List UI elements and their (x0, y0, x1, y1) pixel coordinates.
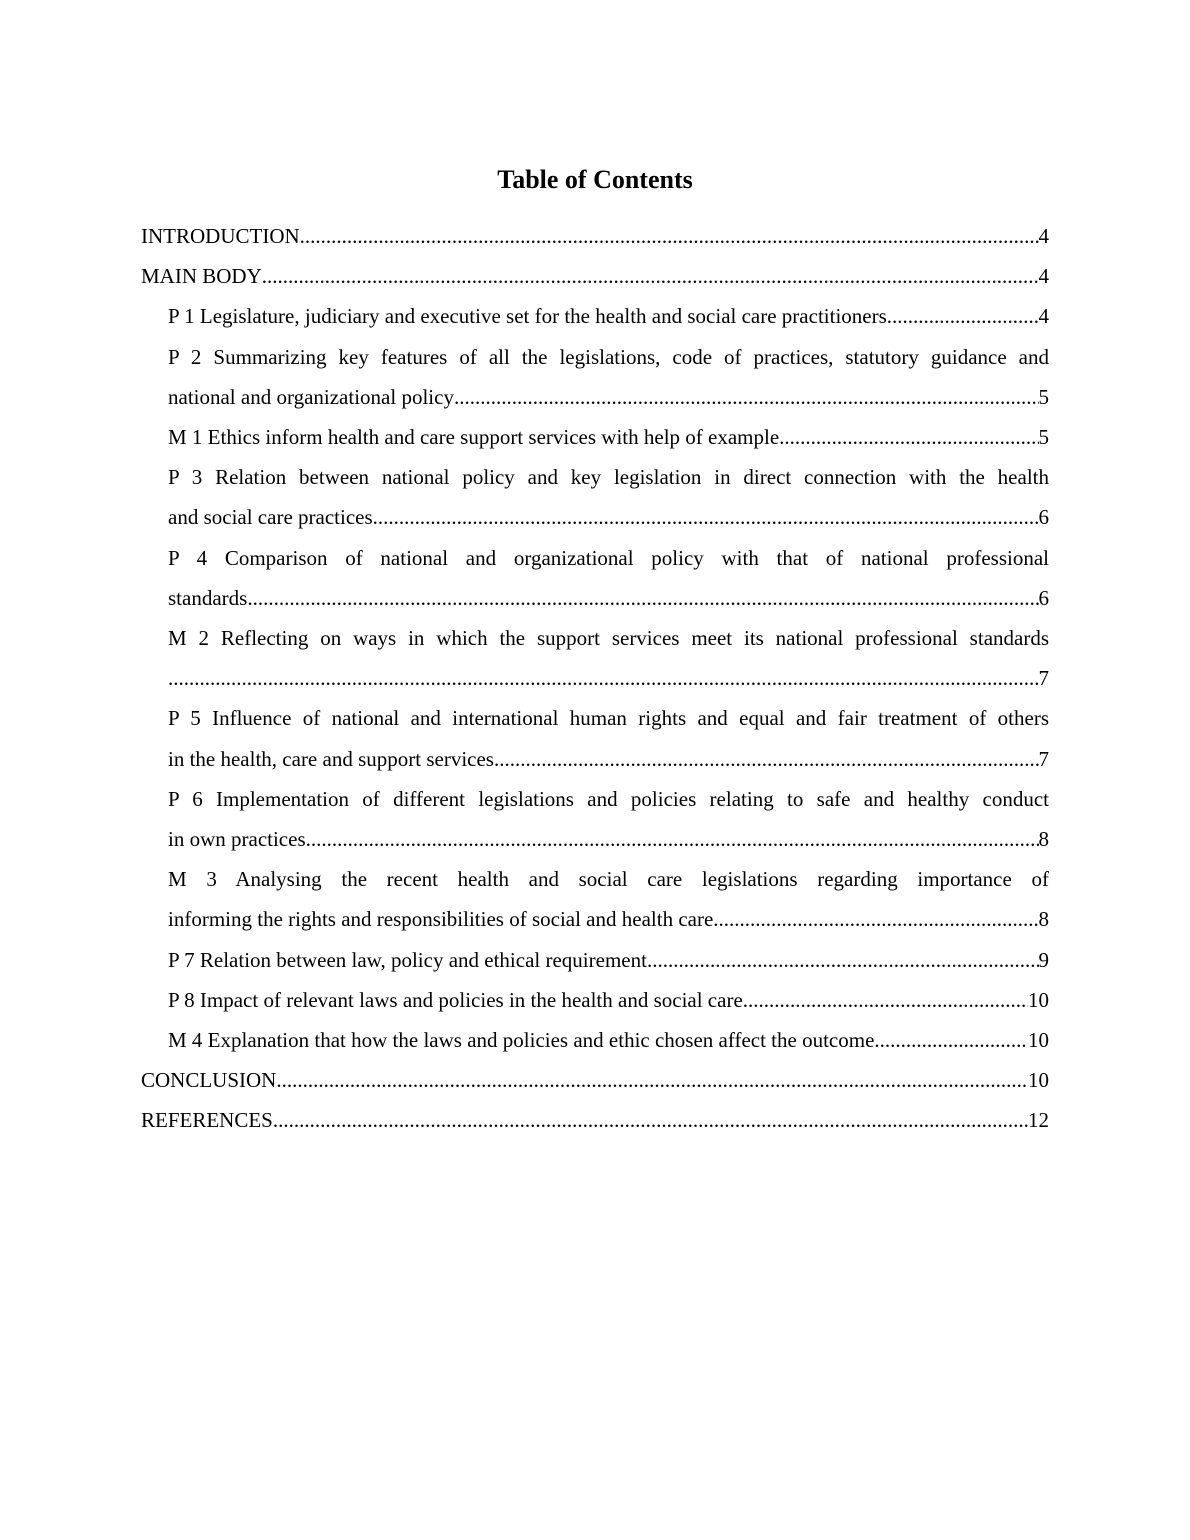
toc-entry-final-line (141, 1060, 1049, 1100)
toc-entry-title: informing the rights and responsibilities of social and health care (168, 907, 714, 932)
toc-page-number: 9 (1038, 947, 1049, 972)
toc-entry-final-line (141, 1100, 1049, 1140)
toc-entry-final-line (168, 417, 1049, 457)
toc-entry-title: and social care practices (168, 505, 373, 530)
dot-leader (373, 497, 1039, 537)
toc-entry[interactable] (141, 940, 1049, 980)
toc-page-number: 12 (1028, 1108, 1049, 1133)
toc-entry-title: M 1 Ethics inform health and care support services with help of example (168, 425, 780, 450)
toc-entry-title: INTRODUCTION (141, 224, 300, 248)
toc-page-number: 7 (1038, 666, 1049, 691)
toc-entry[interactable] (141, 457, 1049, 537)
toc-entry[interactable] (141, 1060, 1049, 1100)
toc-entry-title: national and organizational policy (168, 384, 454, 409)
toc-page-number: 6 (1038, 585, 1049, 610)
toc-entry[interactable] (141, 216, 1049, 256)
toc-entry-text-line: P 6 Implementation of different legislations and policies relating to safe and healthy conduct (168, 786, 1049, 811)
dot-leader (743, 980, 1028, 1020)
toc-page-number: 10 (1028, 1028, 1049, 1053)
toc-entry-title: REFERENCES (141, 1108, 273, 1133)
toc-entry-text-line: M 2 Reflecting on ways in which the support services meet its national professional standards (168, 626, 1049, 651)
dot-leader (454, 377, 1039, 417)
toc-entry-final-line (168, 980, 1049, 1020)
dot-leader (262, 256, 1039, 296)
toc-entry-title: CONCLUSION (141, 1068, 277, 1093)
toc-entry-title: M 4 Explanation that how the laws and policies and ethic chosen affect the outcome (168, 1028, 875, 1053)
dot-leader (779, 417, 1038, 457)
toc-page-number: 4 (1038, 264, 1049, 289)
page-title: Table of Contents (497, 165, 693, 194)
toc-entry-title: MAIN BODY (141, 264, 262, 289)
toc-entry-title: P 1 Legislature, judiciary and executive set for the health and social care practitioners (168, 304, 887, 329)
toc-entry[interactable] (141, 779, 1049, 859)
toc-entry-final-line (168, 940, 1049, 980)
toc-entry[interactable] (141, 296, 1049, 336)
toc-entry-title: P 8 Impact of relevant laws and policies in the health and social care (168, 987, 743, 1012)
toc-entry-final-line (168, 578, 1049, 618)
toc-page-number: 7 (1038, 746, 1049, 771)
toc-entry-text-line: P 5 Influence of national and international human rights and equal and fair treatment of others (168, 706, 1049, 731)
dot-leader (168, 658, 1039, 698)
dot-leader (300, 216, 1039, 256)
toc-entry-text-line: M 3 Analysing the recent health and social care legislations regarding importance of (168, 867, 1049, 892)
toc-entry-title: standards (168, 585, 248, 610)
toc-page-number: 5 (1038, 384, 1049, 409)
toc-page-number: 6 (1038, 505, 1049, 530)
toc-entry-final-line (168, 296, 1049, 336)
toc-entry-final-line (141, 216, 1049, 256)
dot-leader (306, 819, 1039, 859)
toc-entry-final-line (168, 739, 1049, 779)
toc-page-number: 4 (1038, 224, 1049, 248)
toc-entry[interactable] (141, 256, 1049, 296)
toc-entry[interactable] (141, 980, 1049, 1020)
toc-entry-title: in own practices (168, 827, 306, 852)
toc-entry-final-line (168, 497, 1049, 537)
dot-leader (494, 739, 1039, 779)
dot-leader (647, 940, 1039, 980)
toc-page-number: 8 (1038, 827, 1049, 852)
toc-entry-final-line (168, 1020, 1049, 1060)
toc-entry[interactable] (141, 538, 1049, 618)
toc-entry-text-line: P 3 Relation between national policy and key legislation in direct connection with the health (168, 465, 1049, 490)
toc-entry[interactable] (141, 618, 1049, 698)
toc-entry-final-line (141, 256, 1049, 296)
toc-entry-final-line (168, 658, 1049, 698)
toc-entry-title: in the health, care and support services (168, 746, 494, 771)
toc-entry[interactable] (141, 859, 1049, 939)
toc-page-number: 10 (1028, 987, 1049, 1012)
toc-page-number: 5 (1038, 425, 1049, 450)
toc-page-number: 4 (1038, 304, 1049, 329)
table-of-contents (141, 216, 1049, 1141)
dot-leader (247, 578, 1038, 618)
dot-leader (273, 1100, 1028, 1140)
toc-entry-text-line: P 2 Summarizing key features of all the legislations, code of practices, statutory guidance and (168, 344, 1049, 369)
toc-page-number: 10 (1028, 1068, 1049, 1093)
toc-entry-final-line (168, 899, 1049, 939)
toc-entry[interactable] (141, 1100, 1049, 1140)
toc-page-number: 8 (1038, 907, 1049, 932)
dot-leader (887, 296, 1039, 336)
toc-entry[interactable] (141, 698, 1049, 778)
toc-entry-final-line (168, 377, 1049, 417)
toc-entry[interactable] (141, 1020, 1049, 1060)
dot-leader (713, 899, 1038, 939)
dot-leader (276, 1060, 1028, 1100)
toc-entry-final-line (168, 819, 1049, 859)
toc-entry-text-line: P 4 Comparison of national and organizational policy with that of national professional (168, 545, 1049, 570)
dot-leader (874, 1020, 1028, 1060)
toc-entry[interactable] (141, 417, 1049, 457)
toc-entry-title: P 7 Relation between law, policy and ethical requirement (168, 947, 647, 972)
toc-entry[interactable] (141, 337, 1049, 417)
